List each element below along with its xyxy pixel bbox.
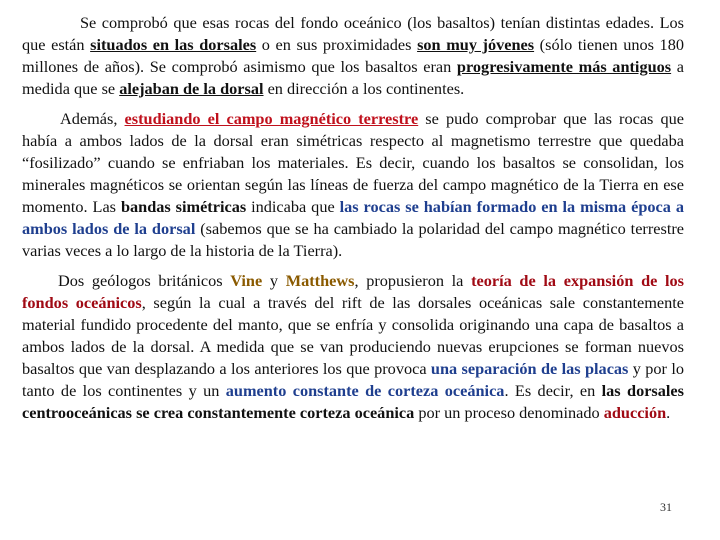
highlight-situados-dorsales: situados en las dorsales (90, 35, 257, 54)
slide-number: 31 (660, 500, 672, 514)
text: y (262, 271, 286, 290)
highlight-alejaban-dorsal: alejaban de la dorsal (119, 79, 264, 98)
text: . (666, 403, 671, 422)
text: a medida que se (22, 57, 684, 98)
paragraph-seafloor-spreading (22, 270, 684, 424)
text: Se comprobó que esas rocas del fondo oceánico (los basaltos) tenían distintas edades. Los que están (22, 13, 684, 54)
highlight-mas-antiguos: progresivamente más antiguos (456, 57, 672, 76)
text: . Es decir, en (504, 381, 602, 400)
document-body (22, 12, 684, 432)
text: , propusieron la (354, 271, 472, 290)
paragraph-basalt-ages (22, 12, 684, 100)
highlight-muy-jovenes: son muy jóvenes (417, 35, 535, 54)
highlight-dorsales-centrooceanicas: las dorsales centrooceánicas se crea constantemente corteza oceánica (22, 381, 684, 422)
text: en dirección a los continentes. (263, 79, 465, 98)
text: o en sus proximidades (256, 35, 418, 54)
highlight-bandas-simetricas: bandas simétricas (120, 197, 247, 216)
text: por un proceso denominado (414, 403, 604, 422)
text: se pudo comprobar que las rocas que había a ambos lados de la dorsal eran simétricas respecto al magnetismo terrestre que quedaba “fosilizado” cuando se enfriaban los materiales. Es decir, cuando los basaltos se consolidan, los minerales magnéticos se orientan según las líneas de fuerza del campo magnético de la Tierra en ese momento. Las (22, 109, 684, 216)
highlight-teoria-expansion: teoría de la expansión de los fondos oceánicos (22, 271, 685, 312)
highlight-aumento-corteza: aumento constante de corteza oceánica (225, 381, 505, 400)
highlight-campo-magnetico: estudiando el campo magnético terrestre (124, 109, 419, 128)
text: (sabemos que se ha cambiado la polaridad del campo magnético terrestre varias veces a lo largo de la historia de la Tierra). (22, 219, 684, 260)
text: (sólo tienen unos 180 millones de años). Se comprobó asimismo que los basaltos eran (22, 35, 684, 76)
text: Dos geólogos británicos (58, 271, 231, 290)
text: y por lo tanto de los continentes y un (22, 359, 685, 400)
text: indicaba que (246, 197, 340, 216)
text: , según la cual a través del rift de las dorsales oceánicas sale constantemente material fundido procedente del manto, que se enfría y consolida originando una capa de basaltos a ambos lados de la dorsal. A medida que se van produciendo nuevas erupciones se forman nuevos basaltos que van desplazando a los anteriores los que provoca (22, 293, 684, 378)
highlight-separacion-placas: una separación de las placas (430, 359, 629, 378)
highlight-matthews: Matthews (285, 271, 355, 290)
highlight-misma-epoca: las rocas se habían formado en la misma época a ambos lados de la dorsal (22, 197, 684, 238)
text: Además, (60, 109, 125, 128)
highlight-vine: Vine (230, 271, 263, 290)
paragraph-magnetic-field (22, 108, 684, 262)
highlight-aduccion: aducción (603, 403, 667, 422)
